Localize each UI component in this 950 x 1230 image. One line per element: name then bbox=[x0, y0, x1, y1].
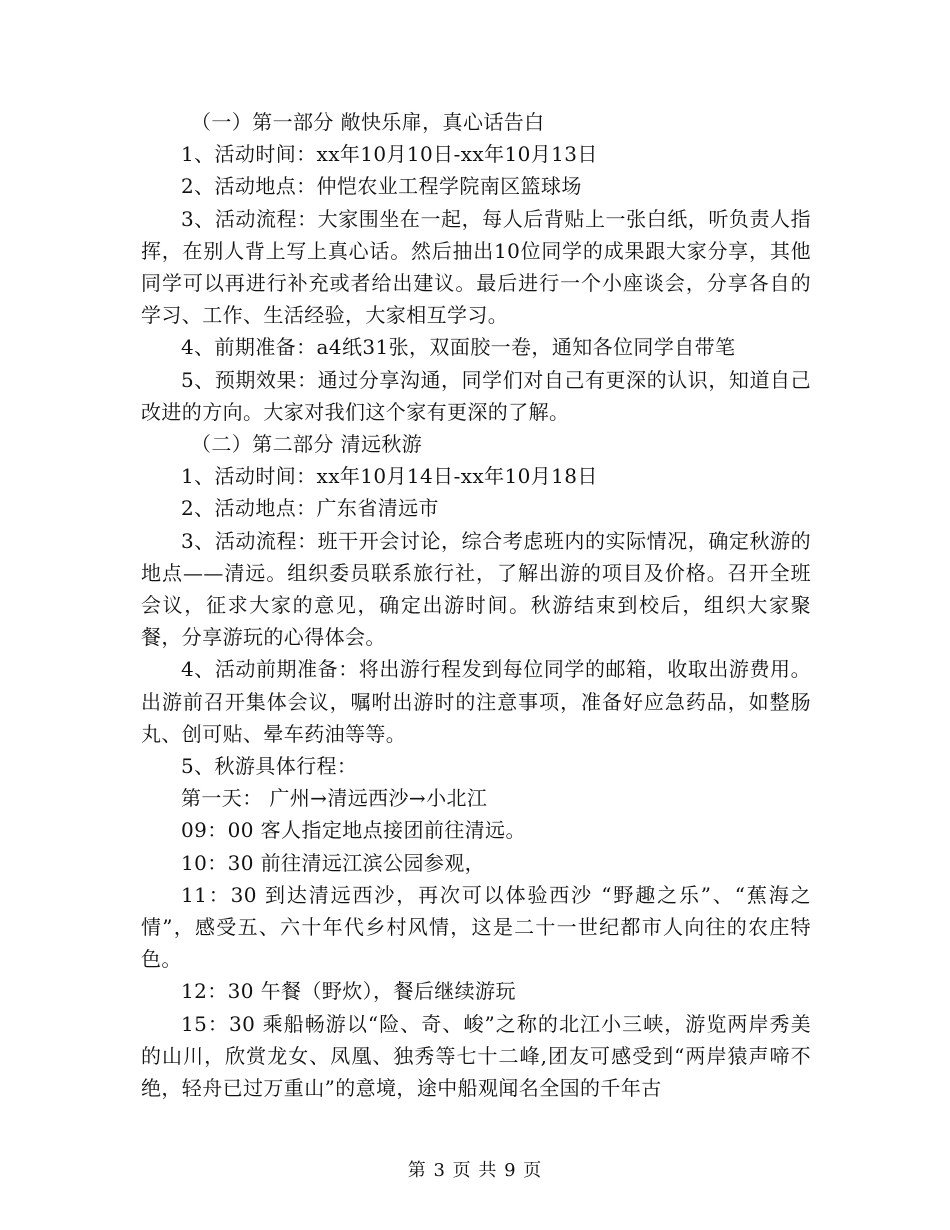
paragraph: 5、预期效果：通过分享沟通，同学们对自己有更深的认识，知道自己改进的方向。大家对我们这个家有更深的了解。 bbox=[141, 367, 811, 424]
section-heading-1: （一）第一部分 敞快乐扉，真心话告白 bbox=[191, 110, 545, 134]
itinerary-item: 11：30 到达清远西沙，再次可以体验西沙 “野趣之乐”、“蕉海之情”，感受五、六十年代乡村风情，这是二十一世纪都市人向往的农庄特色。 bbox=[141, 882, 811, 972]
document-body bbox=[141, 106, 811, 1104]
itinerary-item: 15：30 乘船畅游以“险、奇、峻”之称的北江小三峡，游览两岸秀美的山川，欣赏龙女、凤凰、独秀等七十二峰,团友可感受到“两岸猿声啼不绝，轻舟已过万重山”的意境，途中船观闻名全国的千年古 bbox=[141, 1011, 811, 1101]
paragraph: 1、活动时间：xx年10月10日-xx年10月13日 bbox=[181, 142, 598, 167]
paragraph: 2、活动地点：广东省清远市 bbox=[181, 496, 439, 521]
paragraph: 3、活动流程：班干开会讨论，综合考虑班内的实际情况，确定秋游的地点——清远。组织委员联系旅行社，了解出游的项目及价格。召开全班会议，征求大家的意见，确定出游时间。秋游结束到校后，组织大家聚餐，分享游玩的心得体会。 bbox=[141, 528, 811, 650]
paragraph: 4、活动前期准备：将出游行程发到每位同学的邮箱，收取出游费用。出游前召开集体会议，嘱咐出游时的注意事项，准备好应急药品，如整肠丸、创可贴、晕车药油等等。 bbox=[141, 657, 811, 746]
page-number-footer: 第 3 页 共 9 页 bbox=[407, 1160, 543, 1181]
itinerary-item: 10：30 前往清远江滨公园参观， bbox=[181, 850, 486, 875]
paragraph: 1、活动时间：xx年10月14日-xx年10月18日 bbox=[181, 464, 598, 489]
itinerary-day-heading: 第一天： 广州→清远西沙→小北江 bbox=[181, 786, 488, 811]
paragraph: 2、活动地点：仲恺农业工程学院南区篮球场 bbox=[181, 174, 582, 199]
paragraph: 5、秋游具体行程： bbox=[181, 754, 358, 779]
itinerary-item: 12：30 午餐（野炊），餐后继续游玩 bbox=[181, 979, 516, 1004]
itinerary-item: 09：00 客人指定地点接团前往清远。 bbox=[181, 818, 526, 843]
paragraph: 4、前期准备：a4纸31张，双面胶一卷，通知各位同学自带笔 bbox=[181, 335, 736, 360]
paragraph: 3、活动流程：大家围坐在一起，每人后背贴上一张白纸，听负责人指挥，在别人背上写上真心话。然后抽出10位同学的成果跟大家分享，其他同学可以再进行补充或者给出建议。最后进行一个小座谈会，分享各自的学习、工作、生活经验，大家相互学习。 bbox=[141, 206, 811, 328]
section-heading-2: （二）第二部分 清远秋游 bbox=[191, 432, 423, 457]
